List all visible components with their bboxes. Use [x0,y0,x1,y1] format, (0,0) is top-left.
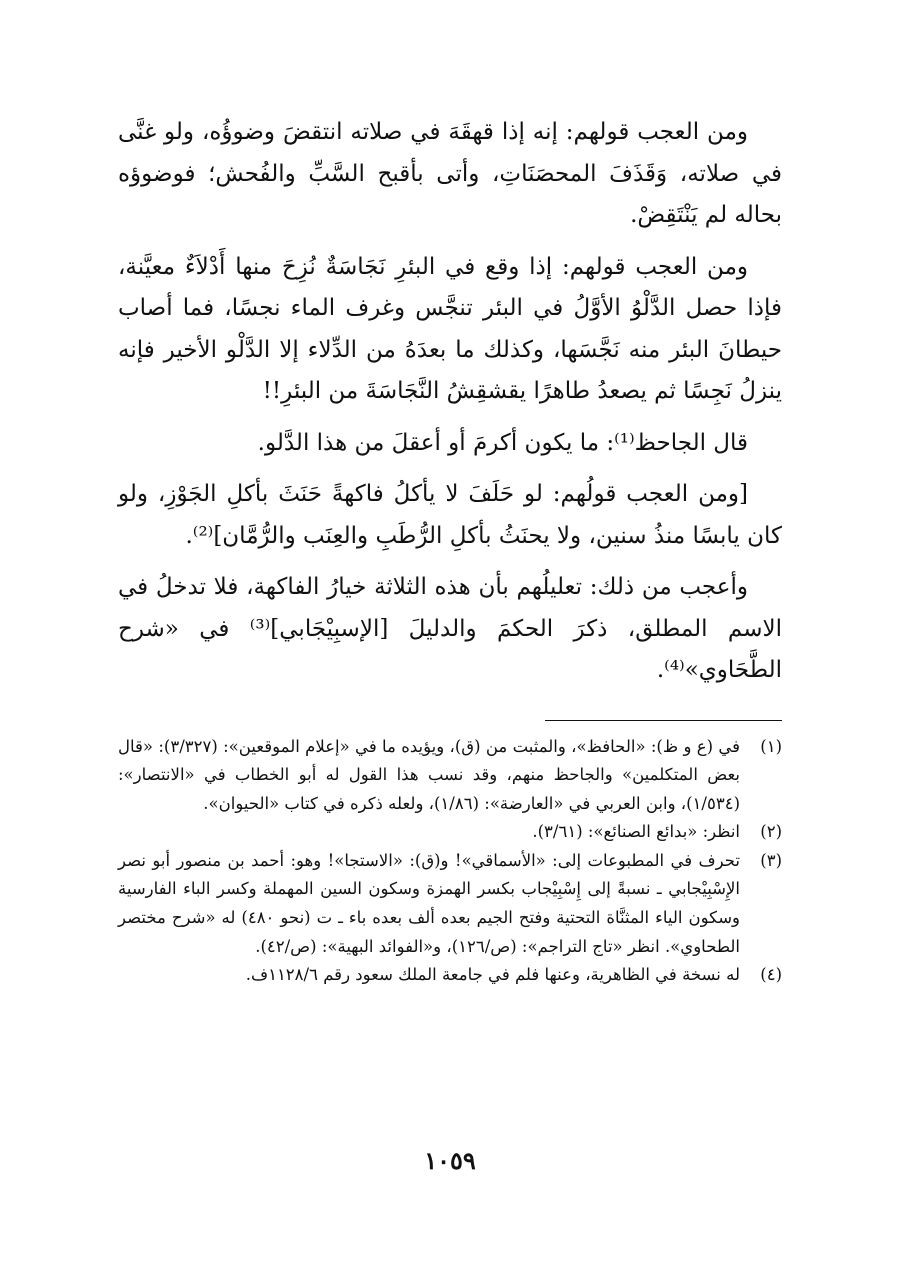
page-number: ١٠٥٩ [424,1146,476,1175]
paragraph-4: [ومن العجب قولُهم: لو حَلَفَ لا يأكلُ فاكهةً حَنَثَ بأكلِ الجَوْزِ، ولو كان يابسًا منذُ سنين، ولا يحنَثُ بأكلِ الرُّطَبِ والعِنَب والرُّمَّان]⁽²⁾. [118,481,782,549]
footnote-text: انظر: «بدائع الصنائع»: (٣/٦١). [532,822,740,842]
main-text [118,112,782,692]
footnote-number: (٣) [760,850,782,870]
footnote-number: (١) [760,736,782,756]
paragraph-1: ومن العجب قولهم: إنه إذا قهقَهَ في صلاته انتقضَ وضوؤُه، ولو غنَّى في صلاته، وَقَذَفَ المحصَنَاتِ، وأتى بأقبح السَّبِّ والفُحش؛ فوضوؤه بحاله لم يَنْتَقِضْ. [118,119,782,228]
footnote-divider [545,720,782,721]
footnote-item [118,818,782,847]
footnotes [118,733,782,990]
paragraph-2: ومن العجب قولهم: إذا وقع في البئرِ نَجَاسَةٌ نُزِحَ منها أَدْلاَءٌ معيَّنة، فإذا حصل الدَّلْوُ الأوَّلُ في البئر تنجَّس وغرف الماء نجسًا، فما أصاب حيطانَ البئر منه نَجَّسَها، وكذلك ما بعدَهُ من الدِّلاء إلا الدَّلْو الأخير فإنه ينزلُ نَجِسًا ثم يصعدُ طاهرًا يقشقِشُ النَّجَاسَةَ من البئرِ!! [118,253,782,404]
footnote-text: له نسخة في الظاهرية، وعنها فلم في جامعة الملك سعود رقم ١١٢٨/٦ف. [245,965,740,985]
footnote-number: (٢) [760,822,782,842]
footnote-text: في (ع و ظ): «الحافظ»، والمثبت من (ق)، ويؤيده ما في «إعلام الموقعين»: (٣/٣٢٧): «قال بعض المتكلمين» والجاحظ منهم، وقد نسب هذا القول له أبو الخطاب في «الانتصار»: (١/٥٣٤)، وابن العربي في «العارضة»: (١/٨٦)، ولعله ذكره في كتاب «الحيوان». [118,736,740,813]
footnote-number: (٤) [760,965,782,985]
footnote-item [118,733,782,819]
paragraph-3: قال الجاحظ⁽¹⁾: ما يكون أكرمَ أو أعقلَ من هذا الدَّلو. [257,429,748,456]
footnote-text: تحرف في المطبوعات إلى: «الأسماقي»! و(ق): «الاستجا»! وهو: أحمد بن منصور أبو نصر الإِسْبِيْجابي ـ نسبةً إلى إِسْبِيْجاب بكسر الهمزة وسكون السين المهملة وكسر الباء الفارسية وسكون الياء المثنَّاة التحتية وفتح الجيم بعده ألف بعده باء ـ ت (نحو ٤٨٠) له «شرح مختصر الطحاوي». انظر «تاج التراجم»: (ص/١٢٦)، و«الفوائد البهية»: (ص/٤٢). [118,850,741,956]
paragraph-5: وأعجب من ذلك: تعليلُهم بأن هذه الثلاثة خيارُ الفاكهة، فلا تدخلُ في الاسم المطلق، ذكرَ الحكمَ والدليلَ [الإسبِيْجَابي]⁽³⁾ في «شرح الطَّحَاوي»⁽⁴⁾. [118,574,782,683]
footnote-item [118,847,782,961]
footnote-item [118,961,782,990]
